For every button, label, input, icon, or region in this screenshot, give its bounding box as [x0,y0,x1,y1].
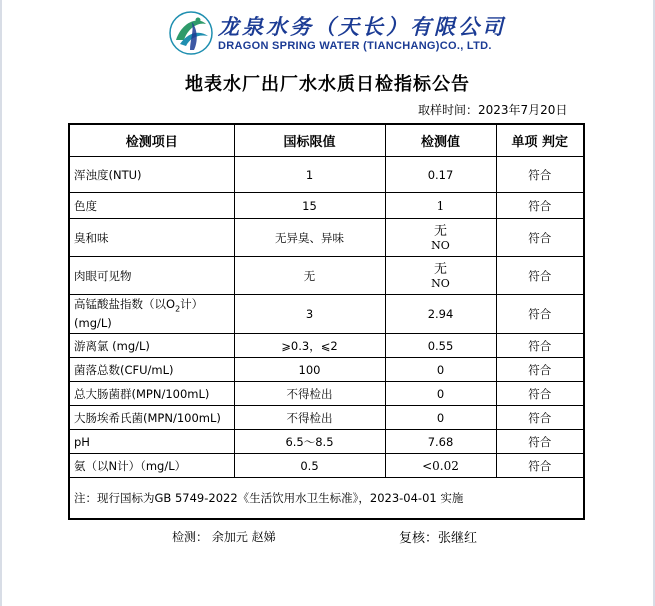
row-value: 0.17 [385,157,496,193]
row-item: pH [69,430,234,454]
table-row [69,193,584,219]
row-limit: 不得检出 [234,382,385,406]
sampling-date: 取样时间：2023年7月20日 [418,103,568,117]
row-limit: 0.5 [234,454,385,478]
row-judgment: 符合 [496,454,584,478]
company-name-cn: 龙泉水务（天长）有限公司 [218,14,506,39]
row-judgment: 符合 [496,257,584,295]
table-row [69,430,584,454]
table-row [69,334,584,358]
row-judgment: 符合 [496,193,584,219]
row-limit: ⩾0.3，⩽2 [234,334,385,358]
table-row [69,157,584,193]
tested-by: 检测： 余加元 赵娣 [172,530,276,544]
water-quality-table [68,123,585,520]
row-limit: 6.5～8.5 [234,430,385,454]
row-value-sub: NO [431,238,450,252]
row-item [69,295,234,334]
row-value: 2.94 [385,295,496,334]
table-row [69,406,584,430]
page-title: 地表水厂出厂水水质日检指标公告 [185,74,470,95]
row-value-cell [385,257,496,295]
row-value: 7.68 [385,430,496,454]
row-value: 无 [433,223,447,239]
row-item-line2: (mg/L) [74,316,112,331]
row-value-sub: NO [431,276,450,290]
header-judgment: 单项 判定 [496,124,584,157]
table-row [69,295,584,334]
row-item: 菌落总数(CFU/mL) [69,358,234,382]
row-judgment: 符合 [496,295,584,334]
row-item: 色度 [69,193,234,219]
row-item: 肉眼可见物 [69,257,234,295]
row-value: 1 [385,193,496,219]
row-item-main: 高锰酸盐指数（以O [74,296,176,311]
table-row [69,219,584,257]
row-value-cell [385,219,496,257]
company-name-en: DRAGON SPRING WATER (TIANCHANG)CO., LTD. [218,40,492,52]
row-limit: 无异臭、异味 [234,219,385,257]
row-value: <0.02 [385,454,496,478]
row-limit: 无 [234,257,385,295]
table-row [69,454,584,478]
row-judgment: 符合 [496,406,584,430]
row-item-subscript: 2 [175,304,181,314]
row-item: 游离氯 (mg/L) [69,334,234,358]
reviewed-by: 复核：张继红 [399,531,478,546]
row-item: 大肠埃希氏菌(MPN/100mL) [69,406,234,430]
company-logo [168,10,506,58]
dragon-spring-logo-icon [168,10,214,56]
row-judgment: 符合 [496,358,584,382]
header-limit: 国标限值 [234,124,385,157]
row-limit: 15 [234,193,385,219]
header-value: 检测值 [385,124,496,157]
row-item: 氨（以N计）（mg/L） [69,454,234,478]
table-row [69,257,584,295]
row-item-tail: 计） [180,296,204,311]
row-judgment: 符合 [496,430,584,454]
row-judgment: 符合 [496,382,584,406]
row-value: 0 [385,358,496,382]
header-item: 检测项目 [69,124,234,157]
row-limit: 100 [234,358,385,382]
table-note-row [69,478,584,520]
row-judgment: 符合 [496,334,584,358]
standard-note: 注：现行国标为GB 5749-2022《生活饮用水卫生标准》，2023-04-01 实施 [69,478,584,520]
row-judgment: 符合 [496,219,584,257]
row-value: 0 [385,406,496,430]
row-item: 总大肠菌群(MPN/100mL) [69,382,234,406]
row-judgment: 符合 [496,157,584,193]
row-value: 0.55 [385,334,496,358]
row-limit: 不得检出 [234,406,385,430]
row-limit: 3 [234,295,385,334]
row-value: 0 [385,382,496,406]
row-value: 无 [433,261,447,277]
row-item: 浑浊度(NTU) [69,157,234,193]
row-limit: 1 [234,157,385,193]
table-header-row [69,124,584,157]
table-row [69,358,584,382]
table-row [69,382,584,406]
row-item: 臭和味 [69,219,234,257]
